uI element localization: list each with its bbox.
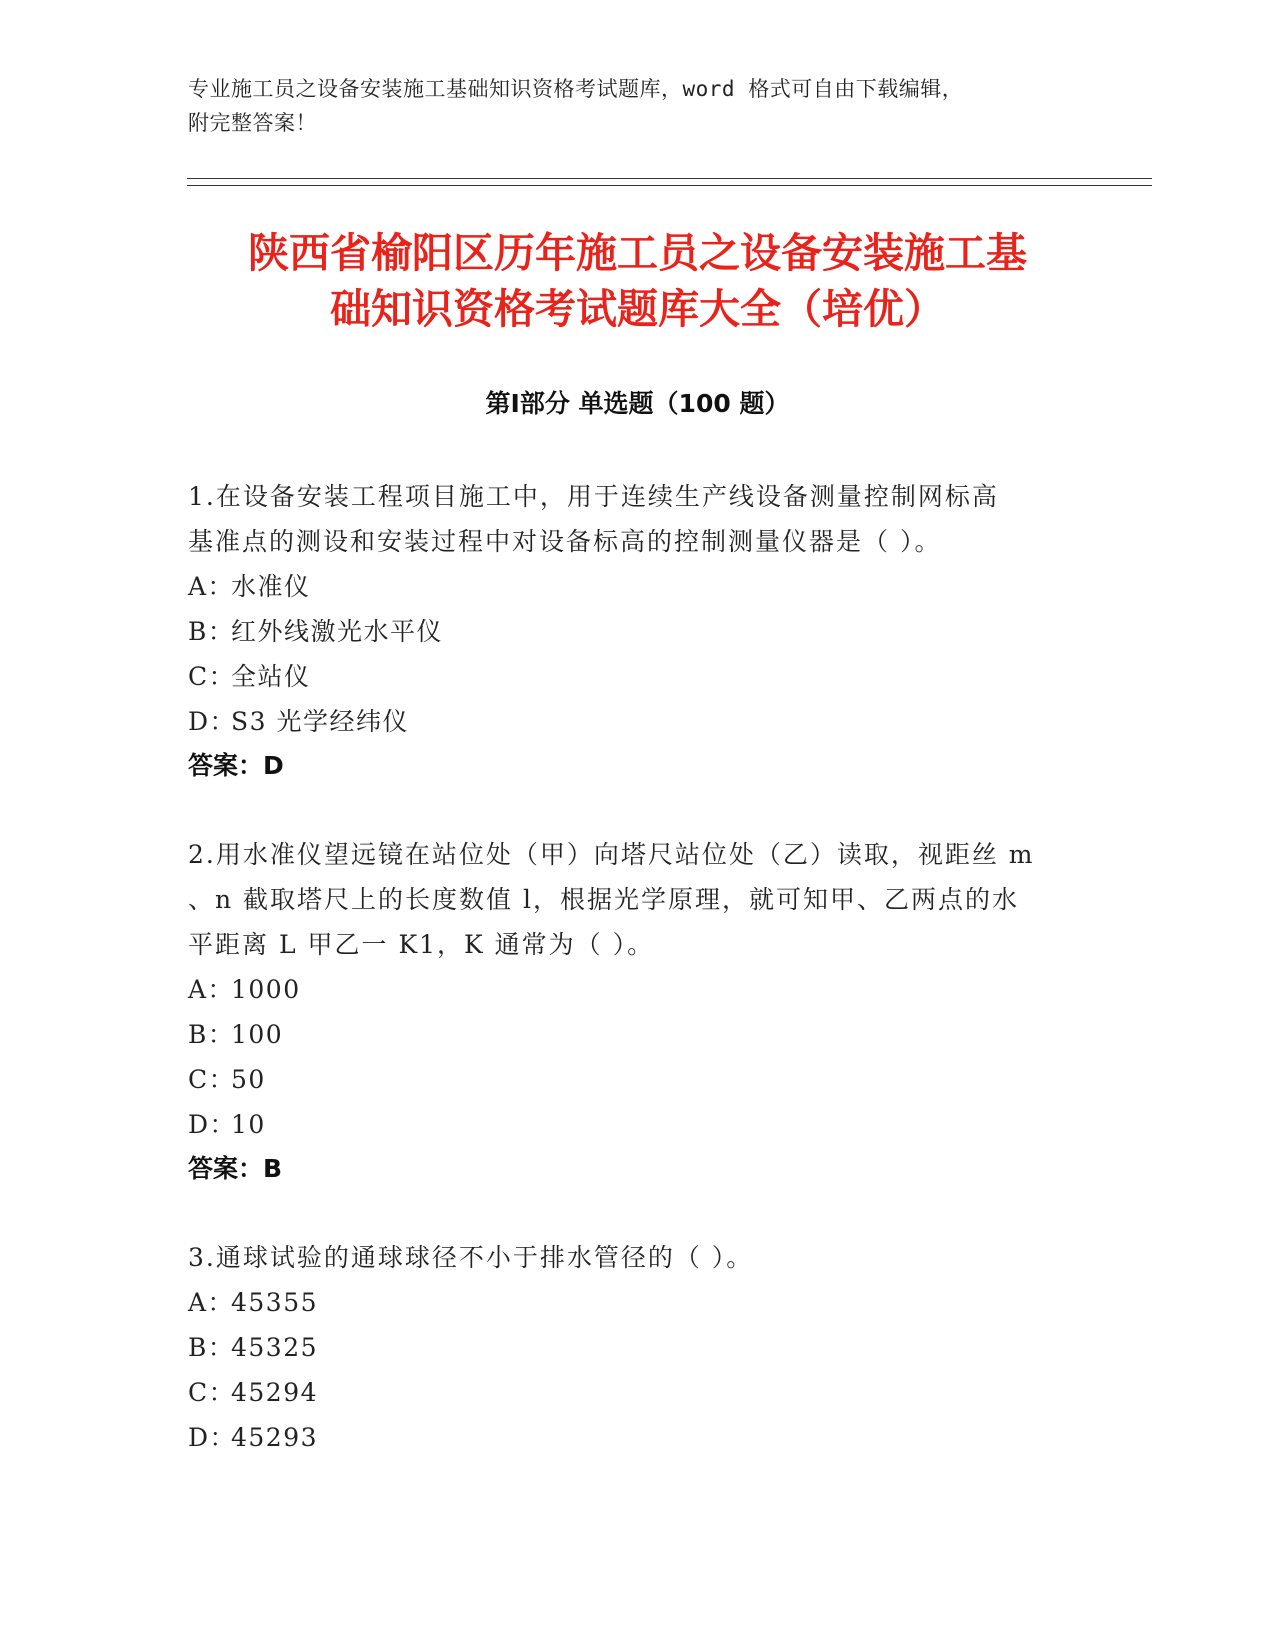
question-stem-line: 、n 截取塔尺上的长度数值 l，根据光学原理，就可知甲、乙两点的水 <box>188 885 1019 914</box>
question-list <box>188 474 1088 1504</box>
option-letter: B： <box>188 1020 235 1049</box>
option-letter: B： <box>188 1333 235 1362</box>
option-b <box>188 1325 1088 1370</box>
question-stem <box>188 832 1088 967</box>
option-c <box>188 1057 1088 1102</box>
option-a <box>188 1280 1088 1325</box>
option-text: 全站仪 <box>231 662 311 691</box>
option-d <box>188 1415 1088 1460</box>
option-text: S3 光学经纬仪 <box>231 707 409 736</box>
question-3 <box>188 1235 1088 1460</box>
question-stem-line: 2.用水准仪望远镜在站位处（甲）向塔尺站位处（乙）读取，视距丝 m <box>188 840 1035 869</box>
option-text: 45325 <box>231 1333 319 1362</box>
option-letter: A： <box>188 572 235 601</box>
option-a <box>188 564 1088 609</box>
header-divider-bottom <box>187 185 1152 186</box>
option-letter: B： <box>188 617 235 646</box>
option-letter: A： <box>188 1288 235 1317</box>
option-text: 45294 <box>231 1378 319 1407</box>
option-letter: D： <box>188 707 237 736</box>
option-text: 10 <box>231 1110 266 1139</box>
option-a <box>188 967 1088 1012</box>
document-title-line-2: 础知识资格考试题库大全（培优） <box>330 285 945 333</box>
section-heading: 第Ⅰ部分 单选题（100 题） <box>485 389 790 418</box>
option-b <box>188 609 1088 654</box>
option-d <box>188 1102 1088 1147</box>
option-c <box>188 654 1088 699</box>
option-b <box>188 1012 1088 1057</box>
option-text: 水准仪 <box>231 572 311 601</box>
option-letter: D： <box>188 1423 237 1452</box>
header-note-line-2: 附完整答案！ <box>188 111 317 135</box>
option-text: 1000 <box>231 975 301 1004</box>
question-1 <box>188 474 1088 788</box>
document-title <box>150 225 1125 337</box>
question-stem-line: 基准点的测设和安装过程中对设备标高的控制测量仪器是（ ）。 <box>188 527 942 556</box>
answer-label: 答案：D <box>188 751 284 780</box>
option-text: 100 <box>231 1020 284 1049</box>
option-letter: C： <box>188 1378 236 1407</box>
header-note-line-1: 专业施工员之设备安装施工基础知识资格考试题库，word 格式可自由下载编辑， <box>188 77 964 101</box>
question-stem-line: 平距离 L 甲乙一 K1，K 通常为（ ）。 <box>188 930 655 959</box>
option-letter: D： <box>188 1110 237 1139</box>
option-text: 红外线激光水平仪 <box>231 617 444 646</box>
question-stem <box>188 1235 1088 1280</box>
question-2 <box>188 832 1088 1191</box>
option-letter: C： <box>188 1065 236 1094</box>
option-letter: A： <box>188 975 235 1004</box>
option-text: 50 <box>231 1065 266 1094</box>
document-title-line-1: 陕西省榆阳区历年施工员之设备安装施工基 <box>248 229 1027 277</box>
option-letter: C： <box>188 662 236 691</box>
question-stem-line: 3.通球试验的通球球径不小于排水管径的（ ）。 <box>188 1243 754 1272</box>
question-stem-line: 1.在设备安装工程项目施工中，用于连续生产线设备测量控制网标高 <box>188 482 999 511</box>
option-d <box>188 699 1088 744</box>
header-divider-top <box>187 178 1152 179</box>
option-c <box>188 1370 1088 1415</box>
header-note <box>188 72 1068 140</box>
option-text: 45355 <box>231 1288 319 1317</box>
question-stem <box>188 474 1088 564</box>
option-text: 45293 <box>231 1423 319 1452</box>
answer-label: 答案：B <box>188 1154 283 1183</box>
